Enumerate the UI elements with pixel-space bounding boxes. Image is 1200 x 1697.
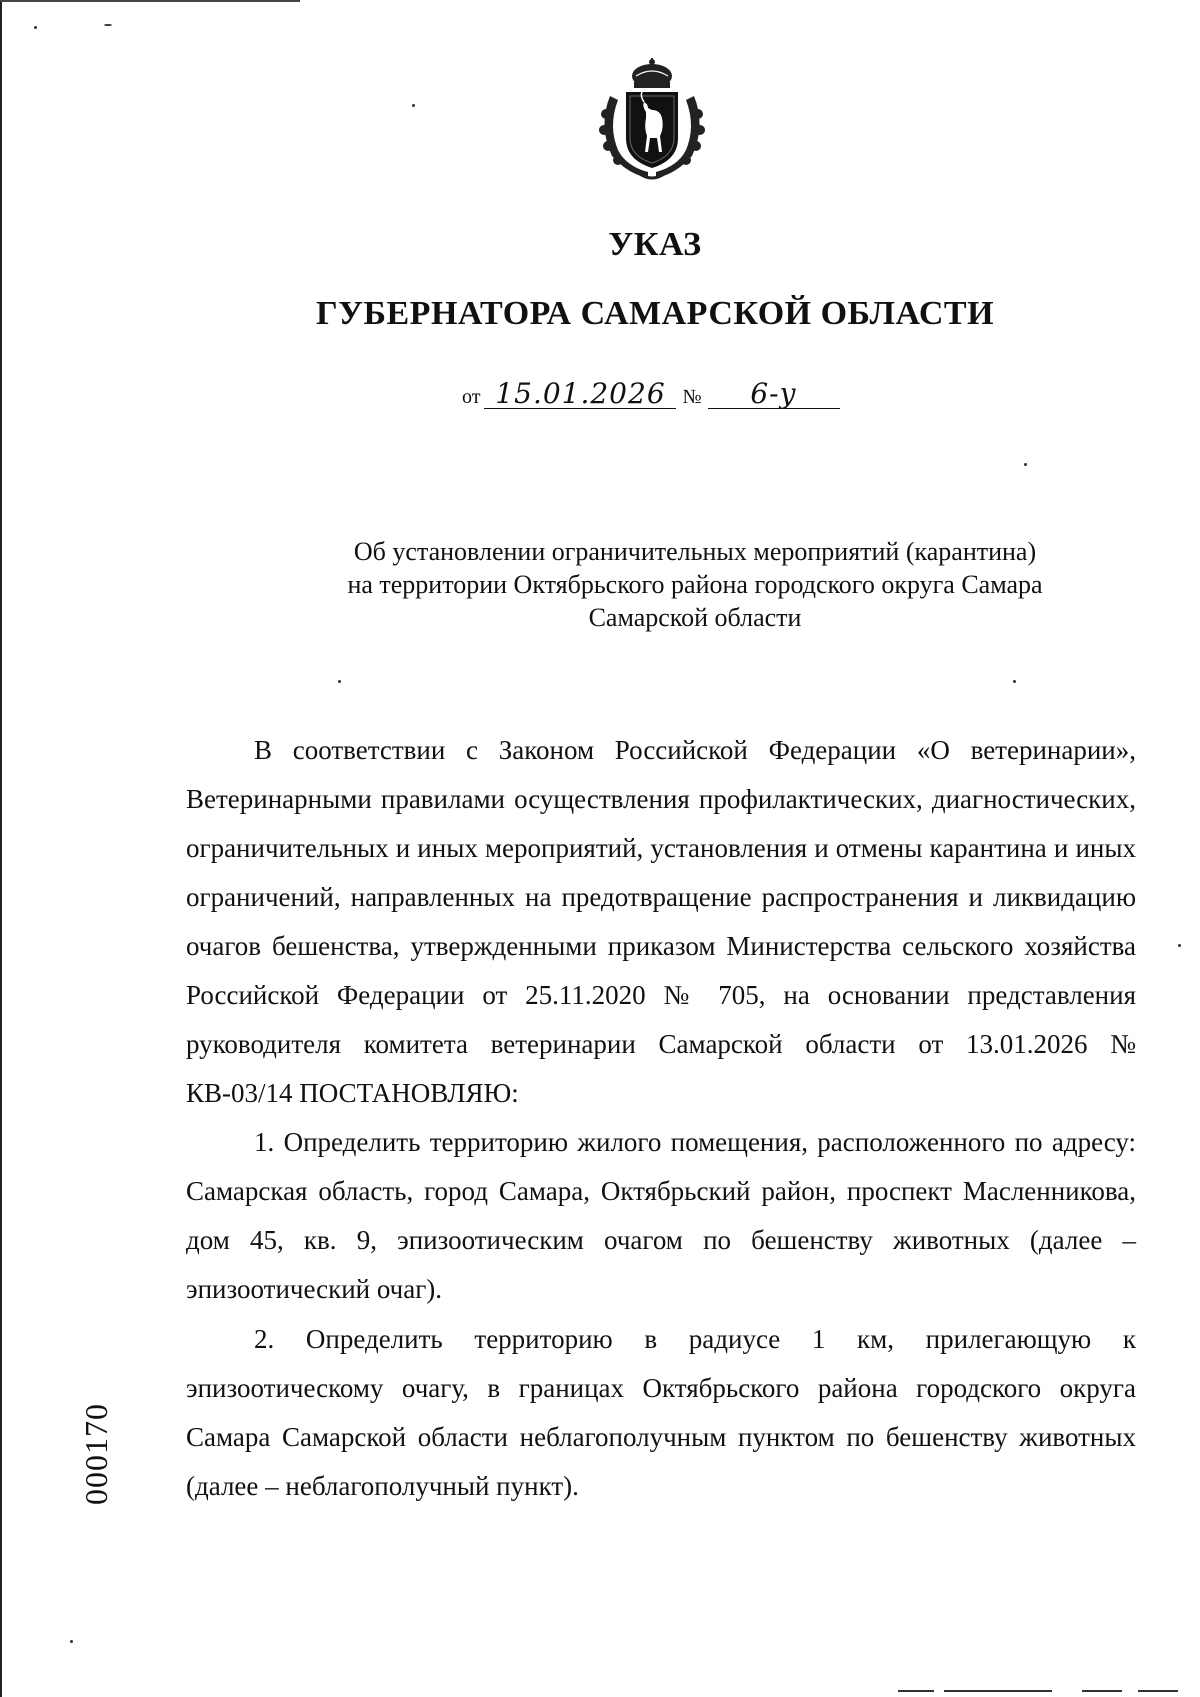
scan-speck — [338, 680, 341, 683]
issuer-title: ГУБЕРНАТОРА САМАРСКОЙ ОБЛАСТИ — [315, 295, 995, 332]
scan-speck — [1013, 680, 1016, 683]
paragraph-text: 2. Определить территорию в радиусе 1 км, прилегающую к эпизоотическому очагу, в границах Октябрьского района городского округа Самара Самарской области неблагополучным пунктом по бешенству животных (далее – неблагополучный пункт). — [186, 1324, 1136, 1501]
scan-edge-bottom — [1138, 1690, 1178, 1692]
scan-edge-bottom — [944, 1690, 1052, 1692]
subject-line-2: на территории Октябрьского района городского округа Самара — [347, 570, 1043, 599]
crown-icon — [632, 58, 672, 88]
body-paragraph-item-2 — [186, 1315, 1136, 1511]
scan-speck — [34, 26, 37, 29]
subject-line-3: Самарской области — [588, 603, 802, 632]
document-title: УКАЗ — [608, 226, 702, 263]
scan-speck — [1178, 944, 1181, 947]
scan-speck — [412, 104, 415, 107]
body-paragraph-item-1 — [186, 1118, 1136, 1314]
side-serial-number: 000170 — [78, 1403, 114, 1505]
number-label: № — [682, 386, 702, 408]
body-paragraph-preamble — [186, 726, 1136, 1118]
date-value-handwritten: 15.01.2026 — [484, 380, 676, 409]
scan-edge-bottom — [1082, 1690, 1122, 1692]
date-label: от — [462, 386, 481, 408]
scan-speck — [1024, 463, 1027, 466]
paragraph-text: 1. Определить территорию жилого помещения, расположенного по адресу: Самарская область, город Самара, Октябрьский район, проспект Масленникова, дом 45, кв. 9, эпизоотическим очагом по бешенству животных (далее – эпизоотический очаг). — [186, 1127, 1136, 1304]
scan-speck — [70, 1640, 73, 1643]
scan-speck — [104, 24, 112, 26]
number-value-handwritten: 6-у — [708, 380, 840, 409]
paragraph-text: В соответствии с Законом Российской Федерации «О ветеринарии», Ветеринарными правилами осуществления профилактических, диагностических, ограничительных и иных мероприятий, установления и отмены карантина и иных ограничений, направленных на предотвращение распространения и ликвидацию очагов бешенства, утвержденными приказом Министерства сельского хозяйства Российской Федерации от 25.11.2020 № 705, на основании представления руководителя комитета ветеринарии Самарской области от 13.01.2026 № КВ-03/14 ПОСТАНОВЛЯЮ: — [186, 735, 1136, 1108]
coat-of-arms-emblem — [590, 56, 714, 184]
scan-edge-top — [0, 0, 300, 2]
decree-subject — [290, 535, 1100, 634]
scan-edge-bottom — [898, 1690, 934, 1692]
subject-line-1: Об установлении ограничительных мероприятий (карантина) — [353, 537, 1037, 566]
dateline — [462, 377, 862, 410]
